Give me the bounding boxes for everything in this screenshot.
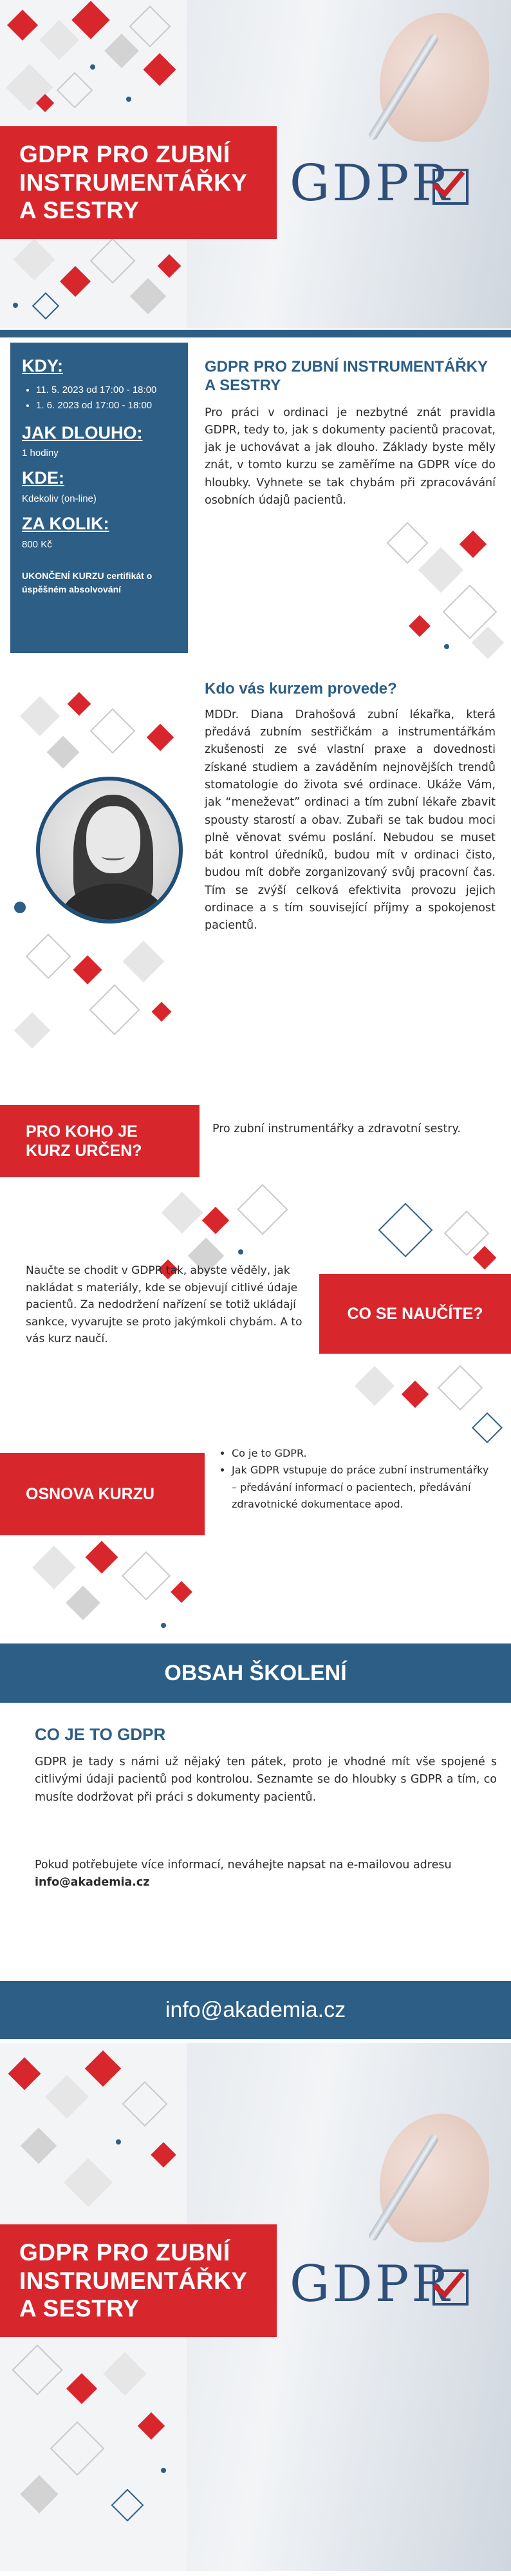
decor-diamond bbox=[21, 2128, 57, 2164]
decor-diamond bbox=[71, 1, 109, 39]
email-banner bbox=[0, 1981, 511, 2039]
decor-diamond bbox=[20, 2475, 58, 2513]
learn-tag: CO SE NAUČÍTE? bbox=[319, 1274, 511, 1354]
decor-diamond bbox=[13, 238, 55, 280]
content-title: CO JE TO GDPR bbox=[35, 1725, 166, 1744]
decor-diamond bbox=[14, 1012, 51, 1049]
audience-section bbox=[212, 1121, 496, 1138]
duration-label: JAK DLOUHO: bbox=[22, 422, 143, 442]
course-info-box bbox=[10, 343, 188, 653]
outline-item: • Co je to GDPR. bbox=[232, 1445, 489, 1462]
decor-diamond bbox=[39, 20, 79, 60]
decor-diamond bbox=[26, 934, 71, 980]
contact-email-link[interactable]: info@akademia.cz bbox=[35, 1876, 150, 1889]
decor-diamond bbox=[171, 1581, 192, 1603]
decor-dot bbox=[238, 1249, 243, 1255]
decor-diamond bbox=[129, 5, 171, 47]
decor-diamond bbox=[20, 696, 60, 736]
photo-face bbox=[86, 806, 140, 873]
hero-title-line: GDPR PRO ZUBNÍ bbox=[19, 141, 230, 167]
decor-diamond bbox=[386, 522, 428, 564]
lecturer-title: Kdo vás kurzem provede? bbox=[205, 680, 397, 697]
decor-diamond bbox=[111, 2489, 144, 2522]
decor-diamond bbox=[122, 2081, 168, 2127]
decor-dot bbox=[14, 902, 26, 913]
decor-dot bbox=[13, 303, 18, 308]
decor-diamond bbox=[7, 10, 38, 41]
content-section bbox=[35, 1725, 497, 1892]
content-banner: OBSAH ŠKOLENÍ bbox=[0, 1643, 511, 1703]
gdpr-board-text: GDPR bbox=[290, 2255, 452, 2313]
decor-diamond bbox=[50, 2421, 105, 2476]
decor-dot bbox=[116, 2139, 121, 2145]
decor-dot bbox=[126, 97, 131, 102]
decor-diamond bbox=[158, 254, 181, 278]
decor-diamond bbox=[161, 1191, 203, 1233]
gdpr-board-text: GDPR bbox=[290, 155, 452, 213]
price-label: ZA KOLIK: bbox=[22, 514, 109, 534]
decor-diamond bbox=[68, 692, 91, 716]
lecturer-photo bbox=[36, 777, 183, 923]
contact-lead: Pokud potřebujete více informací, neváhejte napsat na e-mailovou adresu bbox=[35, 1859, 452, 1872]
decor-diamond bbox=[122, 1551, 171, 1600]
decor-diamond bbox=[402, 1381, 429, 1408]
when-label: KDY: bbox=[22, 356, 63, 375]
contact-text bbox=[35, 1857, 497, 1892]
intro-section bbox=[205, 358, 496, 509]
decor-diamond bbox=[32, 292, 59, 319]
decor-diamond bbox=[147, 724, 174, 751]
decor-diamond bbox=[60, 266, 91, 297]
decor-diamond bbox=[64, 2158, 113, 2207]
decor-diamond bbox=[8, 2058, 41, 2090]
checkmark-icon bbox=[432, 2264, 465, 2298]
decor-diamond bbox=[12, 2344, 62, 2395]
outline-item: • Jak GDPR vstupuje do práce zubní instrumentářky – předávání informací o pacientech, předávání zdravotnické dokumentace apod. bbox=[232, 1462, 489, 1513]
outline-tag: OSNOVA KURZU bbox=[0, 1453, 205, 1535]
hero-title bbox=[0, 126, 277, 239]
hero-bottom bbox=[0, 2043, 511, 2571]
decor-diamond bbox=[32, 1546, 76, 1589]
decor-diamond bbox=[473, 1246, 497, 1270]
hand-shape bbox=[380, 2114, 489, 2242]
where-value: Kdekoliv (on-line) bbox=[22, 493, 97, 505]
lecturer-text: MDDr. Diana Drahošová zubní lékařka, která předává zubním sestřičkám a instrumentářkám zkušenosti ze své vlastní praxe a dovednosti získané studiem a zaváděním nejnovějších trendů stomatologie do života své ordinace. Ukáže Vám, jak “meneževat” ordinaci a tím zubní lékaře zbavit spousty starostí a obav. Zubaři se tak budou moci plně věnovat svému poslání. Nebudou se muset bát kontrol úředníků, budou mít v ordinaci čisto, budou mít dobře zorganizovaný svůj pracovní čas. Tím se zvýší celková efektivita provozu jejich ordinace a s tím související příjmy a spokojenost pacientů. bbox=[205, 708, 496, 933]
decor-diamond bbox=[472, 1412, 503, 1443]
decor-diamond bbox=[151, 1001, 171, 1021]
date-item: • 1. 6. 2023 od 17:00 - 18:00 bbox=[36, 398, 176, 413]
intro-text: Pro práci v ordinaci je nezbytné znát pravidla GDPR, tedy to, jak s dokumenty pacientů pracovat, jak je uchovávat a jak dlouho. Základy byste měly znát, v tomto kurzu se zaměříme na GDPR více do hloubky. Vyhnete se tak chybám při zpracovávání osobních údajů pacientů. bbox=[205, 406, 496, 507]
decor-diamond bbox=[138, 2412, 165, 2439]
date-list bbox=[36, 383, 176, 413]
intro-title: GDPR PRO ZUBNÍ INSTRUMENTÁŘKY A SESTRY bbox=[205, 358, 488, 394]
decor-diamond bbox=[438, 1365, 483, 1411]
hero-title-line: A SESTRY bbox=[19, 2295, 140, 2322]
decor-diamond bbox=[90, 708, 136, 754]
content-text: GDPR je tady s námi už nějaký ten pátek, proto je vhodné mít vše spojené s citlivými údaji pacientů pod kontrolou. Seznamte se do hloubky s GDPR a tím, co musíte dodržovat při práci s dokumenty pacientů. bbox=[35, 1756, 497, 1804]
certificate-note: UKONČENÍ KURZU certifikát o úspěšném absolvování bbox=[22, 570, 153, 594]
hero-title-line: GDPR PRO ZUBNÍ bbox=[19, 2239, 230, 2266]
date-item: • 11. 5. 2023 od 17:00 - 18:00 bbox=[36, 383, 176, 398]
audience-text: Pro zubní instrumentářky a zdravotní sestry. bbox=[212, 1122, 461, 1135]
hero-title-line: A SESTRY bbox=[19, 197, 140, 224]
decor-diamond bbox=[460, 531, 487, 558]
decor-diamond bbox=[47, 736, 80, 769]
price-value: 800 Kč bbox=[22, 538, 52, 550]
decor-dot bbox=[161, 2468, 166, 2473]
decor-diamond bbox=[85, 2050, 122, 2087]
lecturer-section bbox=[205, 680, 496, 935]
decor-diamond bbox=[378, 1203, 433, 1258]
hero-top bbox=[0, 0, 511, 328]
duration-value: 1 hodiny bbox=[22, 448, 59, 459]
decor-diamond bbox=[103, 2352, 147, 2396]
decor-diamond bbox=[89, 984, 140, 1035]
outline-list bbox=[232, 1445, 489, 1513]
decor-diamond bbox=[45, 2075, 89, 2119]
outline-section bbox=[219, 1445, 489, 1513]
decor-dot bbox=[90, 64, 95, 70]
decor-diamond bbox=[151, 2142, 176, 2168]
decor-diamond bbox=[66, 1586, 100, 1620]
photo-smile bbox=[102, 853, 125, 860]
decor-diamond bbox=[130, 278, 167, 315]
checkbox-icon bbox=[432, 169, 469, 205]
learn-section bbox=[26, 1262, 309, 1348]
learn-text: Naučte se chodit v GDPR tak, abyste věděly, jak nakládat s materiály, kde se objevují citlivé údaje pacientů. Za nedodržení nařízení se totiž ukládají sankce, vyvarujte se proto jakýmkoli chybám. A to vás kurz naučí. bbox=[26, 1264, 302, 1346]
hero-title-line: INSTRUMENTÁŘKY bbox=[19, 2267, 248, 2294]
email-banner-link[interactable]: info@akademia.cz bbox=[165, 1997, 346, 2022]
hero-title bbox=[0, 2224, 277, 2337]
decor-diamond bbox=[57, 72, 93, 109]
decor-diamond bbox=[90, 238, 136, 284]
decor-diamond bbox=[409, 615, 431, 637]
where-label: KDE: bbox=[22, 468, 64, 488]
audience-tag: PRO KOHO JE KURZ URČEN? bbox=[0, 1105, 200, 1177]
decor-dot bbox=[444, 644, 449, 649]
divider-strip bbox=[0, 330, 511, 337]
decor-diamond bbox=[355, 1366, 395, 1406]
decor-diamond bbox=[122, 940, 164, 982]
decor-diamond bbox=[86, 1541, 118, 1574]
decor-diamond bbox=[202, 1207, 229, 1234]
decor-diamond bbox=[73, 955, 102, 984]
decor-diamond bbox=[104, 33, 139, 68]
checkbox-icon bbox=[432, 2269, 469, 2306]
decor-diamond bbox=[418, 547, 464, 593]
decor-diamond bbox=[144, 53, 176, 86]
decor-diamond bbox=[66, 2373, 97, 2404]
hand-shape bbox=[380, 13, 489, 142]
decor-diamond bbox=[237, 1184, 288, 1235]
checkmark-icon bbox=[432, 163, 465, 197]
decor-dot bbox=[161, 1623, 166, 1628]
hero-title-line: INSTRUMENTÁŘKY bbox=[19, 169, 248, 196]
